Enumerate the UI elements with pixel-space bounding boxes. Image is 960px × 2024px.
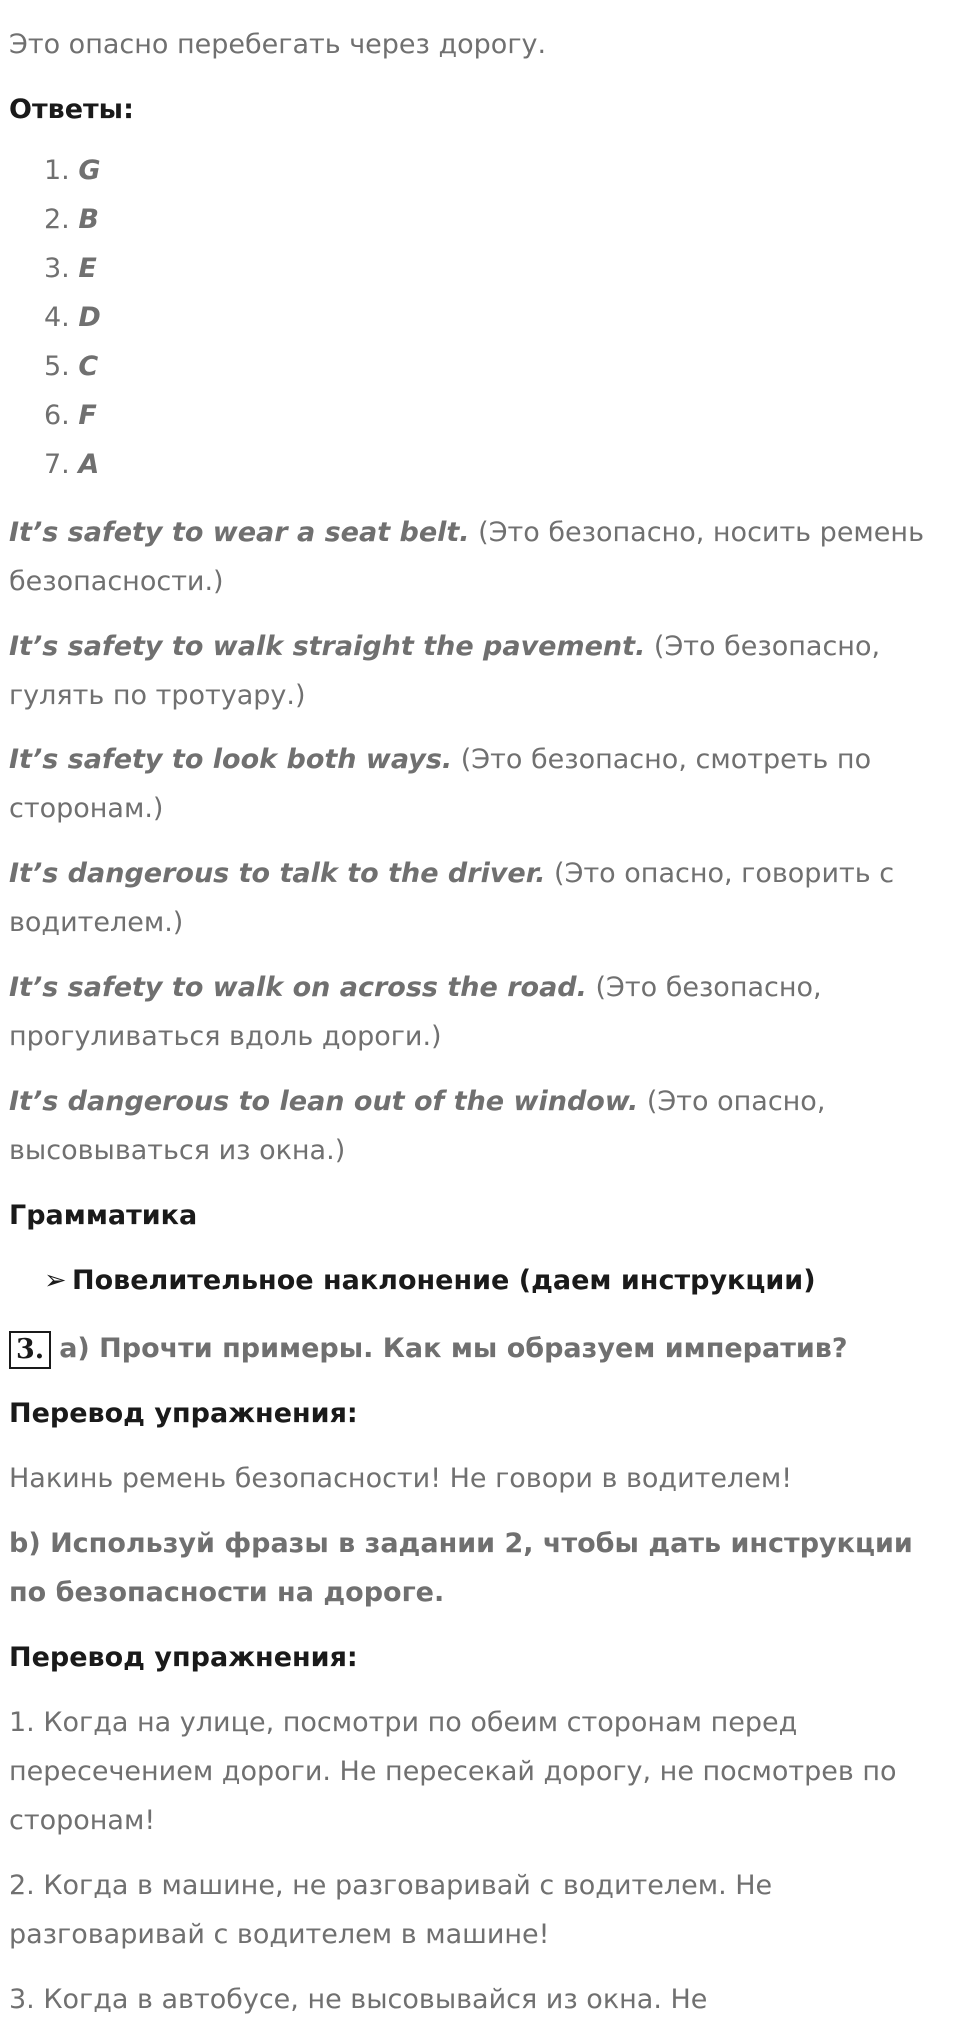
exercise-task-b: b) Используй фразы в задании 2, чтобы дать инструкции по безопасности на дороге. (9, 1528, 913, 1608)
list-item (9, 244, 101, 293)
sentence-translation: (Это безопасно, гулять по тротуару.) (9, 631, 881, 711)
translation-a-text: Накинь ремень безопасности! Не говори в водителем! (9, 1463, 793, 1494)
exercise-task-a (9, 1324, 848, 1373)
answer-letter: D (78, 302, 101, 333)
list-item (9, 440, 101, 489)
list-item (9, 195, 101, 244)
exercise-task-a-text: а) Прочти примеры. Как мы образуем императив? (59, 1333, 848, 1364)
translation-heading-1: Перевод упражнения: (9, 1398, 358, 1429)
sentence-english: It’s safety to wear a seat belt. (9, 517, 470, 548)
answer-number: 1. (44, 155, 70, 186)
grammar-bullet (9, 1256, 816, 1305)
arrow-bullet-icon: ➢ (44, 1265, 67, 1296)
intro-text: Это опасно перебегать через дорогу. (9, 29, 547, 60)
list-item (9, 146, 101, 195)
sentence-2 (9, 622, 954, 720)
sentence-translation: (Это опасно, высовываться из окна.) (9, 1086, 826, 1166)
sentence-3 (9, 735, 954, 833)
sentence-5 (9, 963, 954, 1061)
answer-letter: B (78, 204, 99, 235)
sentence-translation: (Это опасно, говорить с водителем.) (9, 858, 895, 938)
answer-letter: A (78, 449, 100, 480)
exercise-number-badge: 3. (9, 1331, 51, 1369)
sentence-english: It’s safety to walk on across the road. (9, 972, 587, 1003)
sentence-english: It’s dangerous to lean out of the window. (9, 1086, 639, 1117)
sentence-english: It’s safety to walk straight the pavement. (9, 631, 646, 662)
sentence-english: It’s dangerous to talk to the driver. (9, 858, 546, 889)
translation-heading-2: Перевод упражнения: (9, 1642, 358, 1673)
sentence-translation: (Это безопасно, носить ремень безопасности.) (9, 517, 924, 597)
grammar-heading: Грамматика (9, 1200, 198, 1231)
sentence-1 (9, 508, 954, 606)
list-item (9, 391, 101, 440)
sentence-english: It’s safety to look both ways. (9, 744, 453, 775)
list-item (9, 293, 101, 342)
sentence-translation: (Это безопасно, прогуливаться вдоль дороги.) (9, 972, 822, 1052)
answer-number: 3. (44, 253, 70, 284)
translation-b-item-2: 2. Когда в машине, не разговаривай с водителем. Не разговаривай с водителем в машине! (9, 1870, 773, 1950)
answer-number: 7. (44, 449, 70, 480)
sentence-6 (9, 1077, 954, 1175)
translation-b-item-3: 3. Когда в автобусе, не высовывайся из окна. Не (9, 1984, 708, 2015)
answer-letter: F (78, 400, 97, 431)
answer-letter: E (78, 253, 97, 284)
answer-number: 6. (44, 400, 70, 431)
answers-heading: Ответы: (9, 94, 134, 125)
answer-letter: C (78, 351, 99, 382)
answer-number: 5. (44, 351, 70, 382)
translation-b-item-1: 1. Когда на улице, посмотри по обеим сторонам перед пересечением дороги. Не пересекай дорогу, не посмотрев по сторонам! (9, 1707, 897, 1836)
list-item (9, 342, 101, 391)
answers-list (9, 146, 101, 489)
answer-number: 4. (44, 302, 70, 333)
sentence-4 (9, 849, 954, 947)
answer-letter: G (78, 155, 101, 186)
answer-number: 2. (44, 204, 70, 235)
sentence-translation: (Это безопасно, смотреть по сторонам.) (9, 744, 872, 824)
grammar-bullet-text: Повелительное наклонение (даем инструкции) (72, 1265, 816, 1296)
